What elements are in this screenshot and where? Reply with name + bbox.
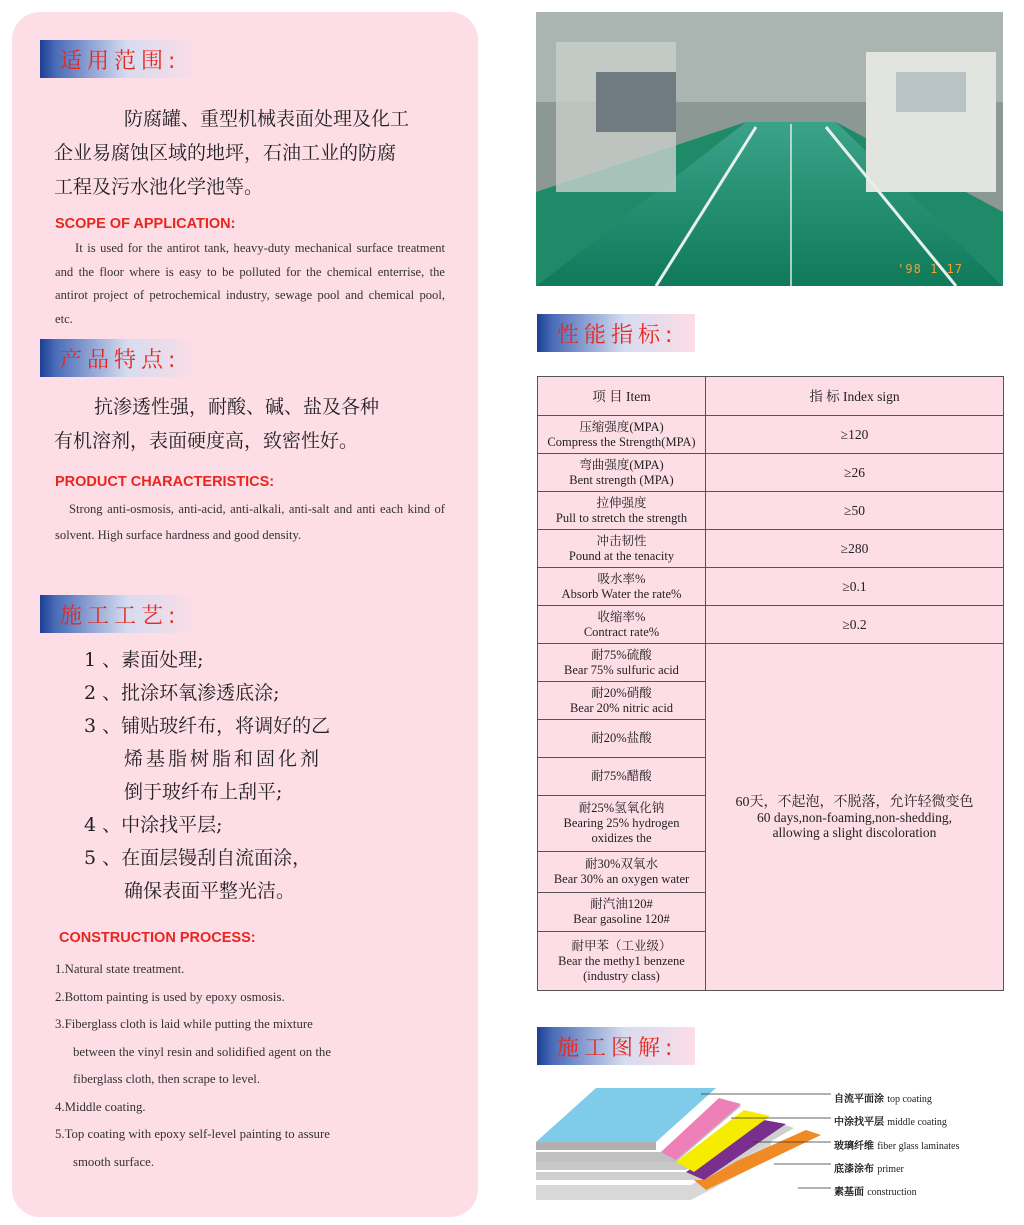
layer-diagram	[536, 1080, 836, 1205]
step-en: fiberglass cloth, then scrape to level.	[73, 1072, 261, 1086]
legend-item: 玻璃纤维 fiber glass laminates	[834, 1140, 960, 1152]
table-row: 耐75%硫酸 Bear 75% sulfuric acid 60天，不起泡，不脱落，允许轻微变色 60 days,non-foaming,non-shedding, allowing a slight discoloration	[538, 644, 1004, 682]
table-row: 耐25%氢氧化钠 Bearing 25% hydrogen oxidizes the	[538, 796, 1004, 852]
step-cn: 1 、素面处理;	[84, 649, 204, 671]
table-row: 弯曲强度(MPA) Bent strength (MPA) ≥26	[538, 454, 1004, 492]
performance-table	[537, 376, 1004, 991]
table-row: 耐甲苯（工业级） Bear the methy1 benzene (industry class)	[538, 932, 1004, 991]
process-en-heading: CONSTRUCTION PROCESS:	[59, 930, 256, 946]
scope-cn-text: 防腐罐、重型机械表面处理及化工 企业易腐蚀区域的地坪，石油工业的防腐 工程及污水池化学池等。	[54, 108, 410, 198]
step-cn: 4 、中涂找平层;	[84, 814, 223, 836]
table-row: 吸水率% Absorb Water the rate% ≥0.1	[538, 568, 1004, 606]
table-header-row	[538, 377, 1004, 416]
header-item: 项 目 Item	[538, 377, 706, 416]
table-row: 耐75%醋酸	[538, 758, 1004, 796]
step-en: 1.Natural state treatment.	[55, 962, 185, 976]
header-index: 指 标 Index sign	[706, 377, 1004, 416]
table-row: 收缩率% Contract rate% ≥0.2	[538, 606, 1004, 644]
features-en-text: Strong anti-osmosis, anti-acid, anti-alkali, anti-salt and anti each kind of solvent. High surface hardness and good density.	[55, 502, 445, 542]
photo-date-stamp: '98 1 17	[897, 262, 963, 276]
step-cn: 2 、批涂环氧渗透底涂;	[84, 682, 280, 704]
legend-item: 中涂找平层 middle coating	[834, 1117, 947, 1129]
step-en: 3.Fiberglass cloth is laid while putting the mixture	[55, 1017, 313, 1031]
table-row: 耐20%硝酸 Bear 20% nitric acid	[538, 682, 1004, 720]
step-cn: 烯基脂树脂和固化剂	[124, 748, 323, 770]
layer-legend	[834, 1088, 959, 1204]
table-row: 冲击韧性 Pound at the tenacity ≥280	[538, 530, 1004, 568]
table-row: 压缩强度(MPA) Compress the Strength(MPA) ≥120	[538, 416, 1004, 454]
features-cn-text: 抗渗透性强，耐酸、碱、盐及各种 有机溶剂，表面硬度高，致密性好。	[54, 396, 380, 452]
features-en-heading: PRODUCT CHARACTERISTICS:	[55, 474, 275, 490]
step-en: 4.Middle coating.	[55, 1099, 146, 1114]
table-row: 耐30%双氧水 Bear 30% an oxygen water	[538, 852, 1004, 893]
table-row: 耐汽油120# Bear gasoline 120#	[538, 893, 1004, 932]
legend-item: 自流平面涂 top coating	[834, 1094, 932, 1105]
features-tag: 产品特点:	[40, 339, 198, 377]
process-tag: 施工工艺:	[40, 595, 198, 633]
scope-tag: 适用范围:	[40, 40, 198, 78]
step-cn: 5 、在面层镘刮自流面涂，	[84, 847, 312, 869]
step-en: smooth surface.	[73, 1154, 155, 1169]
scope-en-text: It is used for the antirot tank, heavy-duty mechanical surface treatment and the floor where is easy to be polluted for the chemical enterrise, the antirot project of petrochemical industry, sewage pool and chemical pool, etc.	[55, 241, 445, 326]
legend-item: 底漆涂布 primer	[834, 1163, 904, 1175]
process-en-steps	[55, 956, 455, 1176]
legend-item: 素基面 construction	[834, 1187, 917, 1199]
scope-en-heading: SCOPE OF APPLICATION:	[55, 216, 236, 232]
step-en: 5.Top coating with epoxy self-level painting to assure	[55, 1127, 330, 1141]
step-cn: 倒于玻纤布上刮平;	[124, 781, 283, 803]
table-row: 耐20%盐酸	[538, 720, 1004, 758]
diagram-tag: 施工图解:	[537, 1027, 695, 1065]
performance-tag: 性能指标:	[537, 314, 695, 352]
resist-value-cell: 60天，不起泡，不脱落，允许轻微变色 60 days,non-foaming,non-shedding, allowing a slight discoloration	[706, 644, 1004, 991]
process-cn-steps	[84, 644, 464, 908]
step-en: between the vinyl resin and solidified agent on the	[73, 1044, 331, 1059]
factory-floor-photo	[536, 12, 1003, 286]
step-en: 2.Bottom painting is used by epoxy osmosis.	[55, 989, 285, 1004]
step-cn: 3 、铺贴玻纤布，将调好的乙	[84, 715, 331, 737]
table-row: 拉伸强度 Pull to stretch the strength ≥50	[538, 492, 1004, 530]
step-cn: 确保表面平整光洁。	[124, 880, 296, 902]
factory-floor-illustration	[536, 12, 1003, 286]
